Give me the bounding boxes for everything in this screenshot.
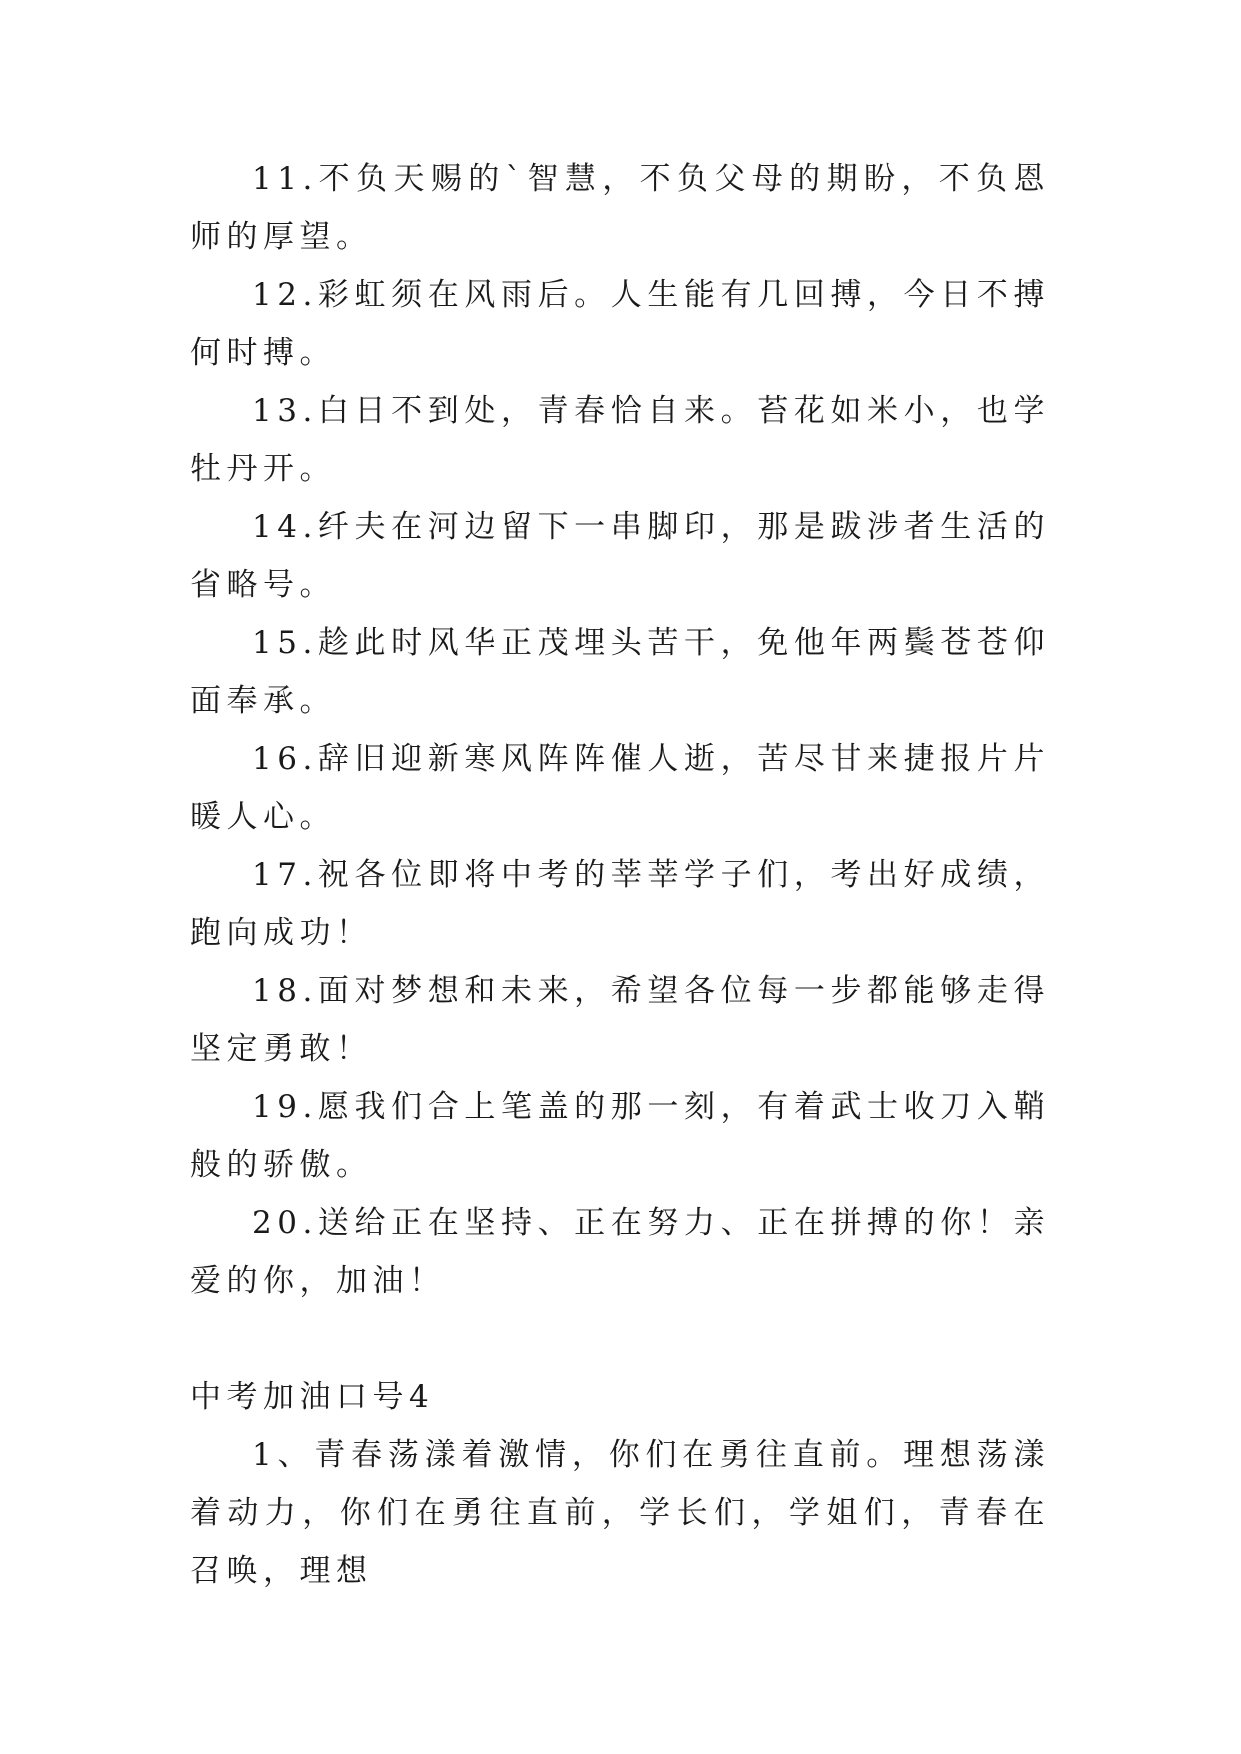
slogan-item-15: 15.趁此时风华正茂埋头苦干，免他年两鬓苍苍仰面奉承。 (190, 625, 1050, 719)
slogan-item-13: 13.白日不到处，青春恰自来。苔花如米小，也学牡丹开。 (190, 393, 1050, 487)
section-spacer (190, 1310, 1050, 1368)
slogan-item-17: 17.祝各位即将中考的莘莘学子们，考出好成绩，跑向成功！ (190, 857, 1050, 951)
slogan-item-16: 16.辞旧迎新寒风阵阵催人逝，苦尽甘来捷报片片暖人心。 (190, 741, 1050, 835)
slogan-item-14: 14.纤夫在河边留下一串脚印，那是跋涉者生活的省略号。 (190, 509, 1050, 603)
slogan-item-1: 1、青春荡漾着激情，你们在勇往直前。理想荡漾着动力，你们在勇往直前，学长们，学姐们，青春在召唤，理想 (190, 1437, 1050, 1589)
section-title: 中考加油口号4 (190, 1379, 435, 1415)
slogan-item-18: 18.面对梦想和未来，希望各位每一步都能够走得坚定勇敢！ (190, 973, 1050, 1067)
slogan-item-12: 12.彩虹须在风雨后。人生能有几回搏，今日不搏何时搏。 (190, 277, 1050, 371)
slogan-item-19: 19.愿我们合上笔盖的那一刻，有着武士收刀入鞘般的骄傲。 (190, 1089, 1050, 1183)
document-body (190, 150, 1050, 1600)
slogan-item-11: 11.不负天赐的`智慧，不负父母的期盼，不负恩师的厚望。 (190, 161, 1050, 255)
slogan-item-20: 20.送给正在坚持、正在努力、正在拼搏的你！亲爱的你，加油！ (190, 1205, 1050, 1299)
